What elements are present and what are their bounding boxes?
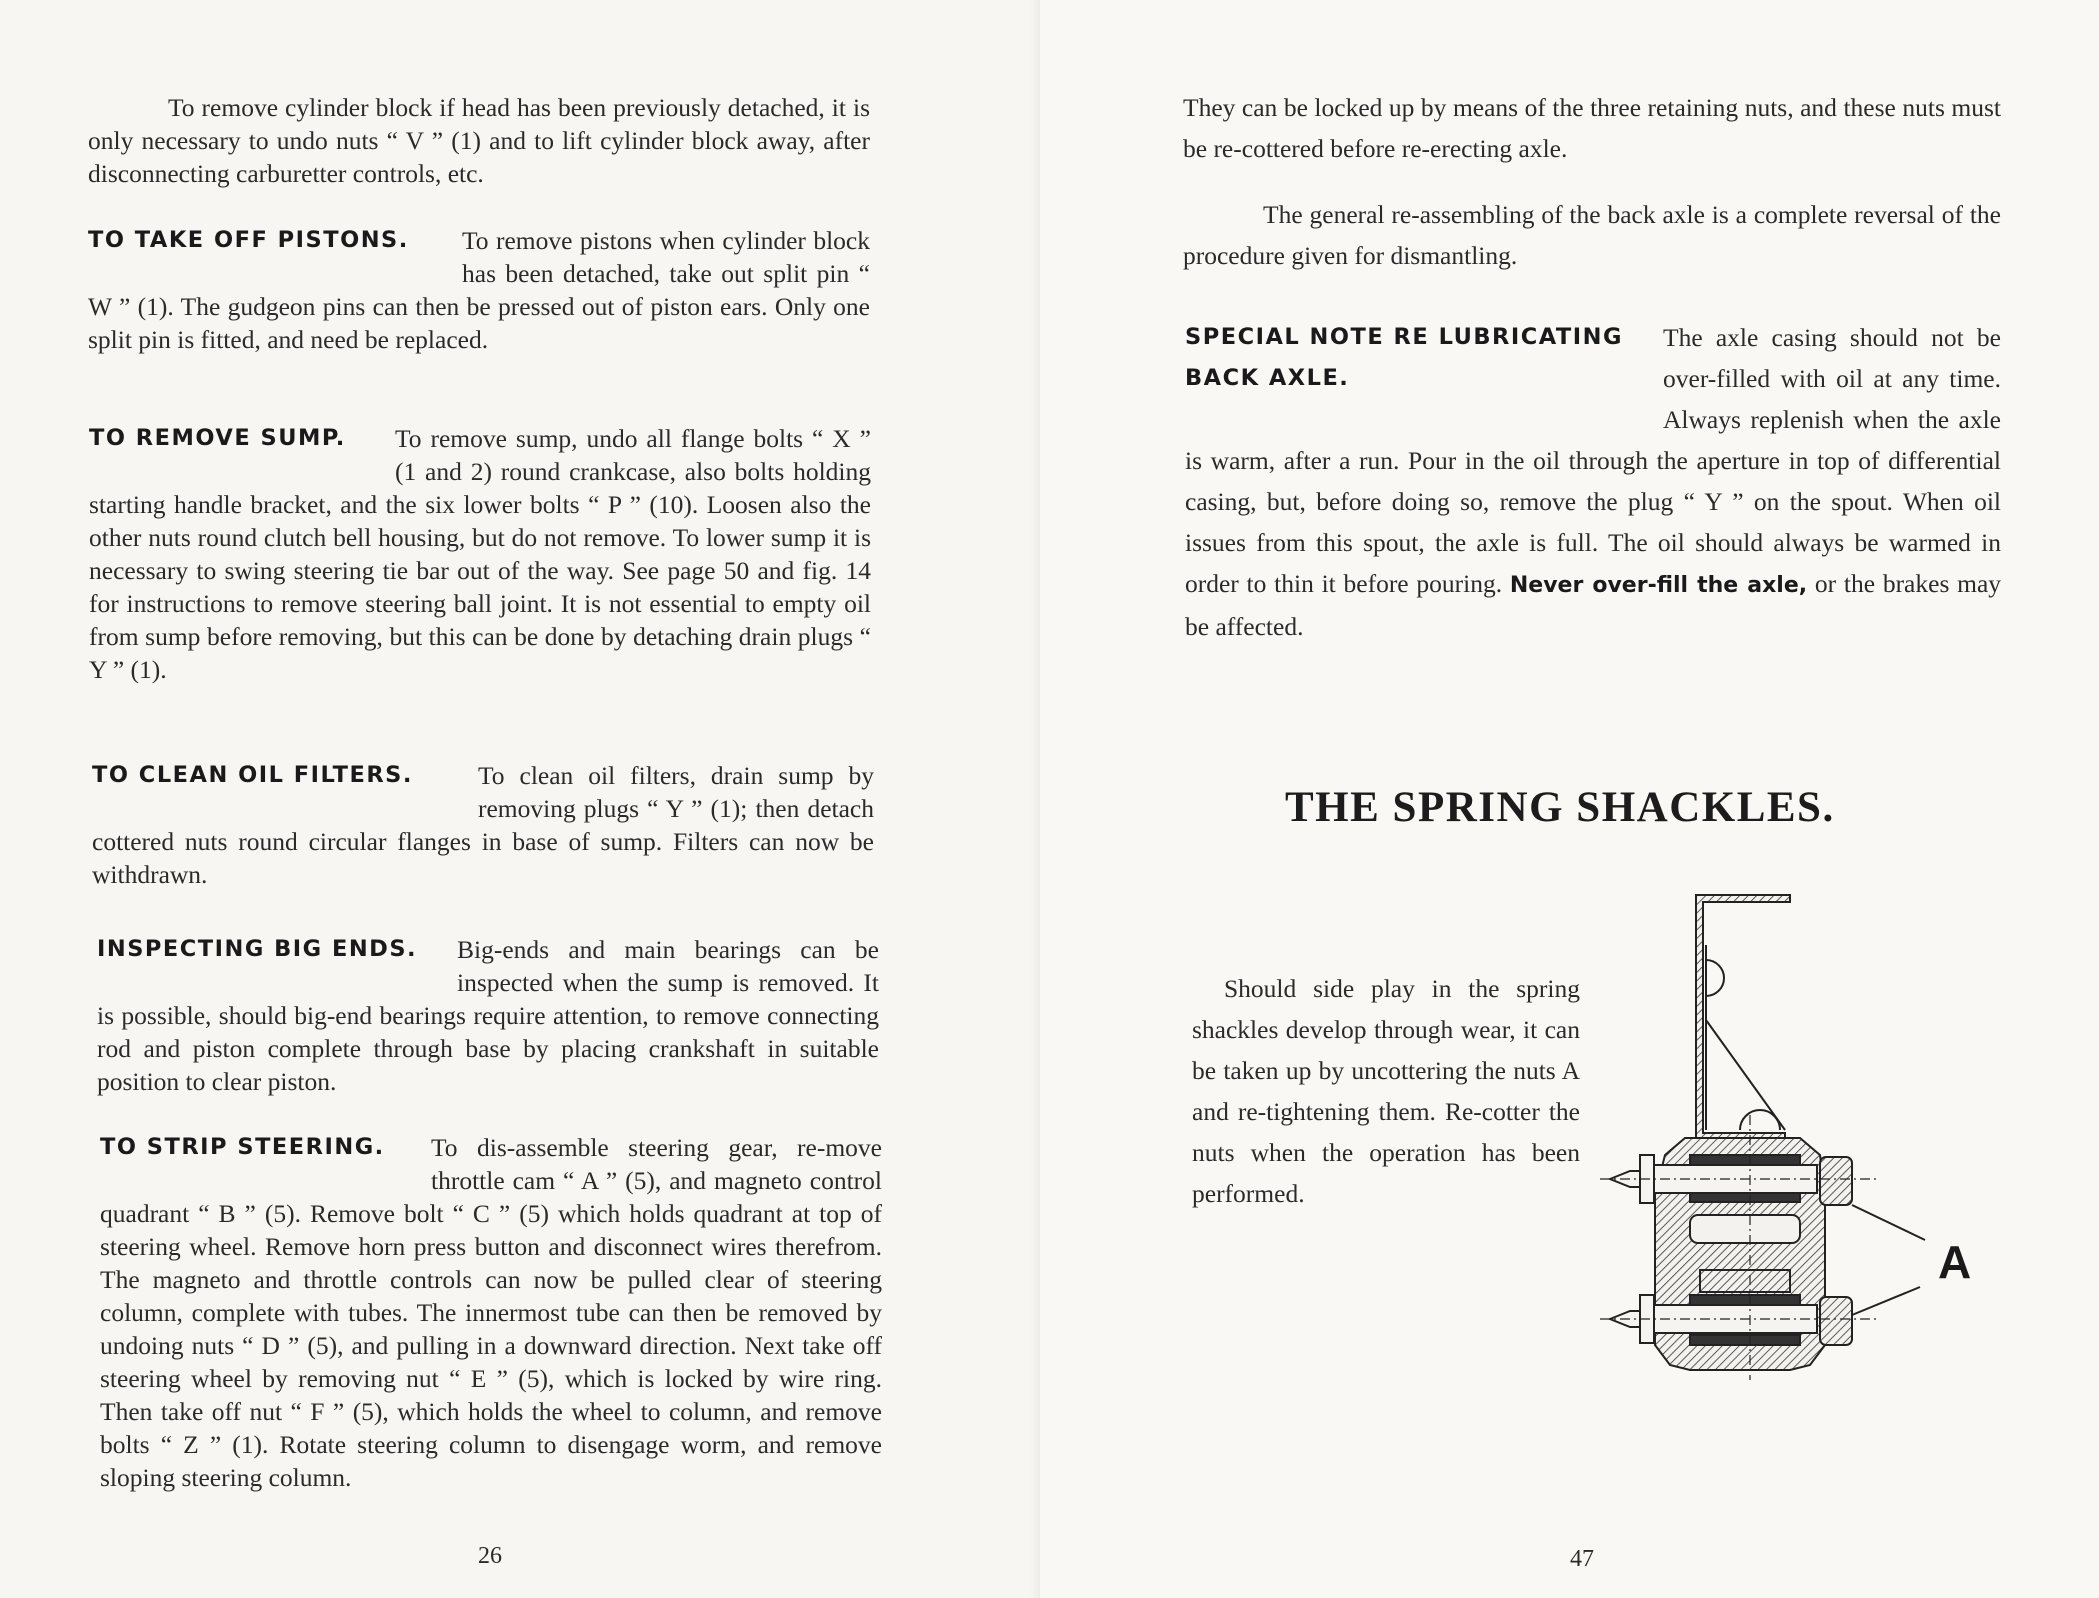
note-heading: SPECIAL NOTE RE LUBRICATING BACK AXLE. (1185, 324, 1623, 391)
section-body: To remove sump, undo all flange bolts “ X ” (1 and 2) round crankcase, also bolts holding starting handle bracket, and the six lower bolts “ P ” (10). Loosen also the other nuts round clutch bell housing, but do not remove. To lower sump it is necessary to swing steering tie bar out of the way. See page 50 and fig. 14 for instructions to remove steering ball joint. It is not essential to empty oil from sump before removing, but this can be done by detaching drain plugs “ Y ” (1). (89, 424, 871, 684)
intro-paragraph: To remove cylinder block if head has been previously detached, it is only necessary to undo nuts “ V ” (1) and to lift cylinder block away, after disconnecting carburetter controls, etc. (88, 93, 870, 188)
section-sump (89, 422, 871, 686)
shackle-paragraph: Should side play in the spring shackles develop through wear, it can be taken up by uncottering the nuts A and re-tightening them. Re-cotter the nuts when the operation has been performed. (1192, 974, 1580, 1208)
left-page (0, 0, 1040, 1598)
section-heading: TO CLEAN OIL FILTERS. (92, 762, 413, 788)
section-body: To remove pistons when cylinder block has been detached, take out split pin “ W ” (1). The gudgeon pins can then be pressed out of piston ears. Only one split pin is fitted, and need be replaced. (88, 226, 870, 354)
right-page (1040, 0, 2099, 1598)
paragraph-reassembly: The general re-assembling of the back axle is a complete reversal of the procedure given for dismantling. (1183, 200, 2001, 270)
section-heading: TO STRIP STEERING. (100, 1134, 385, 1160)
section-body: To dis-assemble steering gear, re-move throttle cam “ A ” (5), and magneto control quadrant “ B ” (5). Remove bolt “ C ” (5) which holds quadrant at top of steering wheel. Remove horn press button and disconnect wires therefrom. The magneto and throttle controls can now be pulled clear of steering column, complete with tubes. The innermost tube can then be removed by undoing nuts “ D ” (5), and pulling in a downward direction. Next take off steering wheel by removing nut “ E ” (5), which is locked by wire ring. Then take off nut “ F ” (5), which holds the wheel to column, and remove bolts “ Z ” (1). Rotate steering column to disengage worm, and remove sloping steering column. (100, 1133, 882, 1492)
page-number: 47 (1570, 1546, 1594, 1572)
section-big-ends (97, 933, 879, 1098)
section-oil-filters (92, 759, 874, 891)
spring-shackle-diagram (1590, 875, 2030, 1395)
section-heading: INSPECTING BIG ENDS. (97, 936, 418, 962)
paragraph-locking: They can be locked up by means of the three retaining nuts, and these nuts must be re-cottered before re-erecting axle. (1183, 93, 2001, 163)
note-warning: Never over-fill the axle, (1509, 573, 1808, 598)
section-heading: TO REMOVE SUMP. (89, 425, 346, 451)
section-body: Big-ends and main bearings can be inspected when the sump is removed. It is possible, should big-end bearings require attention, to remove connecting rod and piston complete through base by placing crankshaft in suitable position to clear piston. (97, 935, 879, 1096)
special-note (1185, 317, 2001, 647)
section-body: To clean oil filters, drain sump by removing plugs “ Y ” (1); then detach cottered nuts round circular flanges in base of sump. Filters can now be withdrawn. (92, 761, 874, 889)
note-body: The axle casing should not be over-filled with oil at any time. Always replenish when the axle is warm, after a run. Pour in the oil through the aperture in top of differential casing, but, before doing so, remove the plug “ Y ” on the spout. When oil issues from this spout, the axle is full. The oil should always be warmed in order to thin it before pouring. (1185, 323, 2001, 598)
section-pistons (88, 224, 870, 356)
section-steering (100, 1131, 882, 1494)
note-tail: or the brakes may be affected. (1185, 569, 2002, 641)
page-number: 26 (478, 1543, 502, 1569)
section-heading: TO TAKE OFF PISTONS. (88, 227, 409, 253)
diagram-label-a: A (1938, 1236, 1972, 1288)
section-title: THE SPRING SHACKLES. (1285, 784, 1835, 831)
